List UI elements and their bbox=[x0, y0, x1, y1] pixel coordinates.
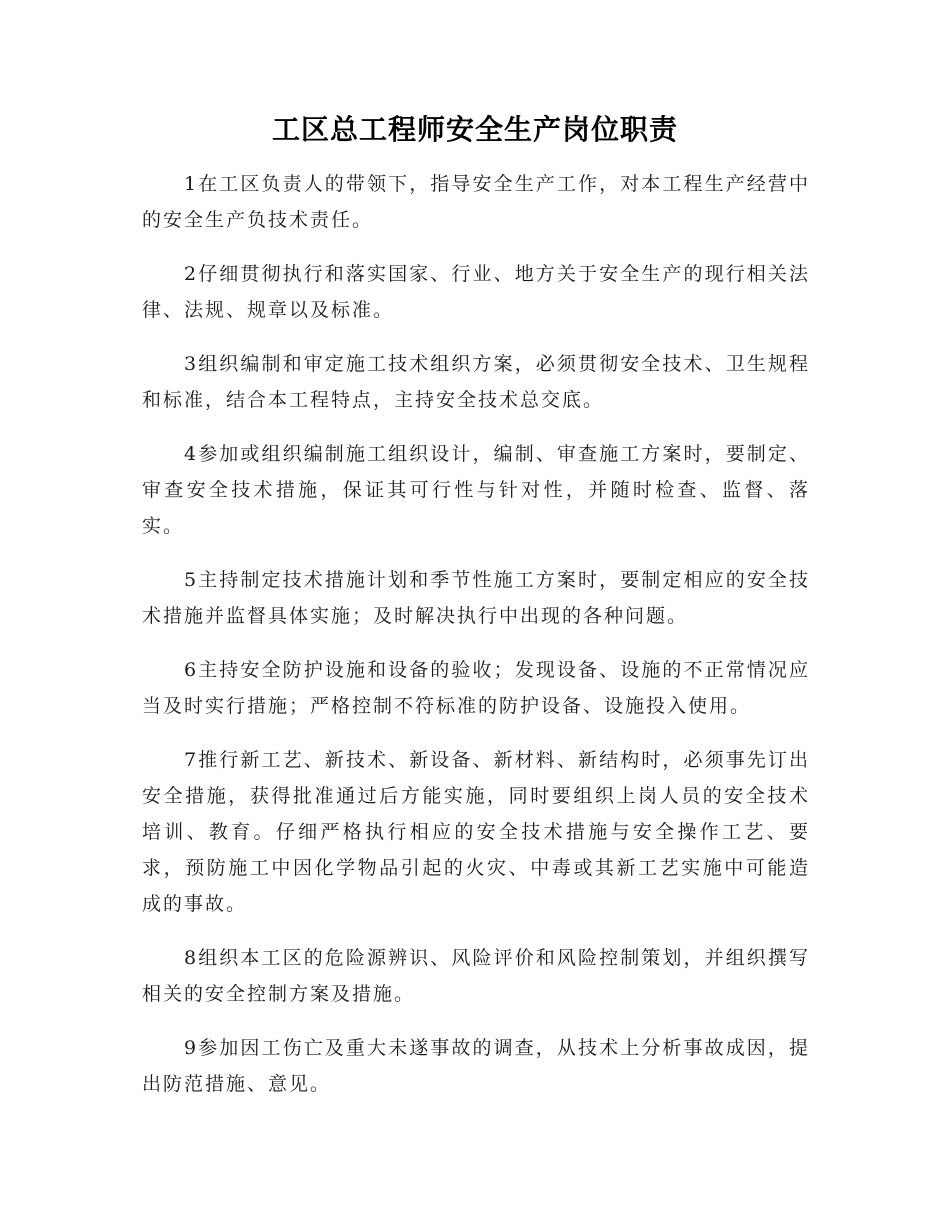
paragraph-4: 4参加或组织编制施工组织设计，编制、审查施工方案时，要制定、审查安全技术措施，保证其可行性与针对性，并随时检查、监督、落实。 bbox=[142, 443, 810, 537]
document-title: 工区总工程师安全生产岗位职责 bbox=[271, 113, 678, 146]
paragraph-9: 9参加因工伤亡及重大未遂事故的调查，从技术上分析事故成因，提出防范措施、意见。 bbox=[142, 1037, 810, 1095]
paragraph-8: 8组织本工区的危险源辨识、风险评价和风险控制策划，并组织撰写相关的安全控制方案及措施。 bbox=[142, 947, 810, 1005]
paragraph-6: 6主持安全防护设施和设备的验收；发现设备、设施的不正常情况应当及时实行措施；严格控制不符标准的防护设备、设施投入使用。 bbox=[142, 659, 810, 717]
document-body bbox=[142, 166, 810, 1120]
paragraph-2: 2仔细贯彻执行和落实国家、行业、地方关于安全生产的现行相关法律、法规、规章以及标准。 bbox=[142, 263, 810, 321]
paragraph-5: 5主持制定技术措施计划和季节性施工方案时，要制定相应的安全技术措施并监督具体实施；及时解决执行中出现的各种问题。 bbox=[142, 569, 810, 627]
paragraph-3: 3组织编制和审定施工技术组织方案，必须贯彻安全技术、卫生规程和标准，结合本工程特点，主持安全技术总交底。 bbox=[142, 353, 810, 411]
paragraph-1: 1在工区负责人的带领下，指导安全生产工作，对本工程生产经营中的安全生产负技术责任。 bbox=[142, 173, 810, 231]
paragraph-7: 7推行新工艺、新技术、新设备、新材料、新结构时，必须事先订出安全措施，获得批准通过后方能实施，同时要组织上岗人员的安全技术培训、教育。仔细严格执行相应的安全技术措施与安全操作工艺、要求，预防施工中因化学物品引起的火灾、中毒或其新工艺实施中可能造成的事故。 bbox=[142, 749, 810, 915]
